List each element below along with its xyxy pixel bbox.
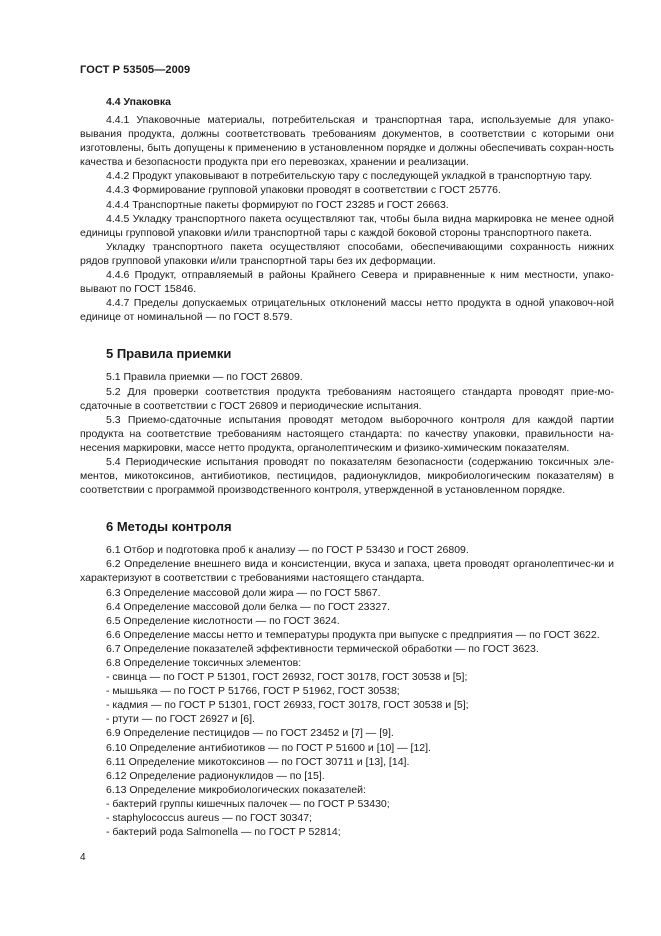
section-heading: 5 Правила приемки [106, 346, 232, 362]
paragraph: 5.4 Периодические испытания проводят по показателям безопасности (содержанию токсичных эле-ментов, микотоксинов, антибиотиков, пестицидов, радионуклидов, микробиологическим показателям) в соответствии с программой производственного контроля, утвержденной в установленном порядке. [80, 455, 614, 497]
paragraph: 6.4 Определение массовой доли белка — по ГОСТ 23327. [106, 600, 390, 613]
paragraph: 4.4.7 Пределы допускаемых отрицательных отклонений массы нетто продукта в одной упаковоч-ной единице от номинальной — по ГОСТ 8.579. [80, 297, 614, 324]
list-item: - ртути — по ГОСТ 26927 и [6]. [106, 713, 255, 726]
paragraph: 6.6 Определение массы нетто и температуры продукта при выпуске с предприятия — по ГОСТ 3622. [106, 628, 600, 641]
list-item: - staphylococcus aureus — по ГОСТ 30347; [106, 812, 312, 825]
paragraph: 6.12 Определение радионуклидов — по [15]. [106, 769, 325, 782]
paragraph: 6.8 Определение токсичных элементов: [106, 657, 302, 669]
list-item: - бактерий рода Salmonella — по ГОСТ Р 52814; [106, 826, 341, 839]
document-header: ГОСТ Р 53505—2009 [80, 64, 191, 76]
list-item: - бактерий группы кишечных палочек — по ГОСТ Р 53430; [106, 797, 390, 810]
paragraph: Укладку транспортного пакета осуществляют способами, обеспечивающими сохранность нижних рядов групповой упаковки и/или транспортной тары без их деформации. [80, 240, 614, 267]
page-number: 4 [80, 852, 86, 863]
list-item: - мышьяка — по ГОСТ Р 51766, ГОСТ Р 51962, ГОСТ 30538; [106, 685, 400, 698]
paragraph: 6.5 Определение кислотности — по ГОСТ 3624. [106, 614, 340, 627]
paragraph: 4.4.4 Транспортные пакеты формируют по ГОСТ 23285 и ГОСТ 26663. [106, 198, 449, 211]
paragraph: 5.1 Правила приемки — по ГОСТ 26809. [106, 371, 303, 384]
paragraph: 6.9 Определение пестицидов — по ГОСТ 23452 и [7] — [9]. [106, 727, 394, 740]
section-heading: 4.4 Упаковка [106, 96, 171, 108]
list-item: - кадмия — по ГОСТ Р 51301, ГОСТ 26933, ГОСТ 30178, ГОСТ 30538 и [5]; [106, 699, 469, 712]
paragraph: 6.2 Определение внешнего вида и консистенции, вкуса и запаха, цвета проводят органолептичес-ки и характеризуют в соответствии с требованиями настоящего стандарта. [80, 558, 614, 585]
paragraph: 6.11 Определение микотоксинов — по ГОСТ 30711 и [13], [14]. [106, 755, 410, 768]
paragraph: 4.4.2 Продукт упаковывают в потребительскую тару с последующей укладкой в транспортную тару. [106, 170, 593, 183]
paragraph: 6.7 Определение показателей эффективности термической обработки — по ГОСТ 3623. [106, 642, 539, 655]
paragraph: 6.10 Определение антибиотиков — по ГОСТ Р 51600 и [10] — [12]. [106, 741, 431, 754]
paragraph: 4.4.3 Формирование групповой упаковки проводят в соответствии с ГОСТ 25776. [106, 184, 501, 197]
paragraph: 4.4.5 Укладку транспортного пакета осуществляют так, чтобы была видна маркировка не менее одной единицы групповой упаковки и/или транспортной тары с каждой боковой стороны транспортного пакета. [80, 212, 614, 239]
list-item: - свинца — по ГОСТ Р 51301, ГОСТ 26932, ГОСТ 30178, ГОСТ 30538 и [5]; [106, 671, 468, 684]
paragraph: 5.2 Для проверки соответствия продукта требованиям настоящего стандарта проводят прие-мо-сдаточные в соответствии с ГОСТ 26809 и периодические испытания. [80, 385, 614, 412]
paragraph: 6.1 Отбор и подготовка проб к анализу — по ГОСТ Р 53430 и ГОСТ 26809. [106, 544, 469, 557]
paragraph: 5.3 Приемо-сдаточные испытания проводят методом выборочного контроля для каждой партии продукта на соответствие требованиям настоящего стандарта: по качеству упаковки, правильности на-несения маркировки, массе нетто продукта, органолептическим и физико-химическим показателям. [80, 413, 614, 454]
paragraph: 6.13 Определение микробиологических показателей: [106, 783, 366, 796]
document-body [80, 95, 614, 839]
paragraph: 4.4.1 Упаковочные материалы, потребительская и транспортная тара, используемые для упако-вывания продукта, должны соответствовать требованиям документов, в соответствии с которыми они изготовлены, быть допущены к применению в установленном порядке и должны обеспечивать сохран-ность качества и безопасности продукта при его перевозках, хранении и реализации. [80, 114, 614, 169]
paragraph: 4.4.6 Продукт, отправляемый в районы Крайнего Севера и приравненные к ним местности, упако-вывают по ГОСТ 15846. [80, 269, 614, 296]
section-heading: 6 Методы контроля [106, 519, 232, 535]
paragraph: 6.3 Определение массовой доли жира — по ГОСТ 5867. [106, 586, 381, 599]
